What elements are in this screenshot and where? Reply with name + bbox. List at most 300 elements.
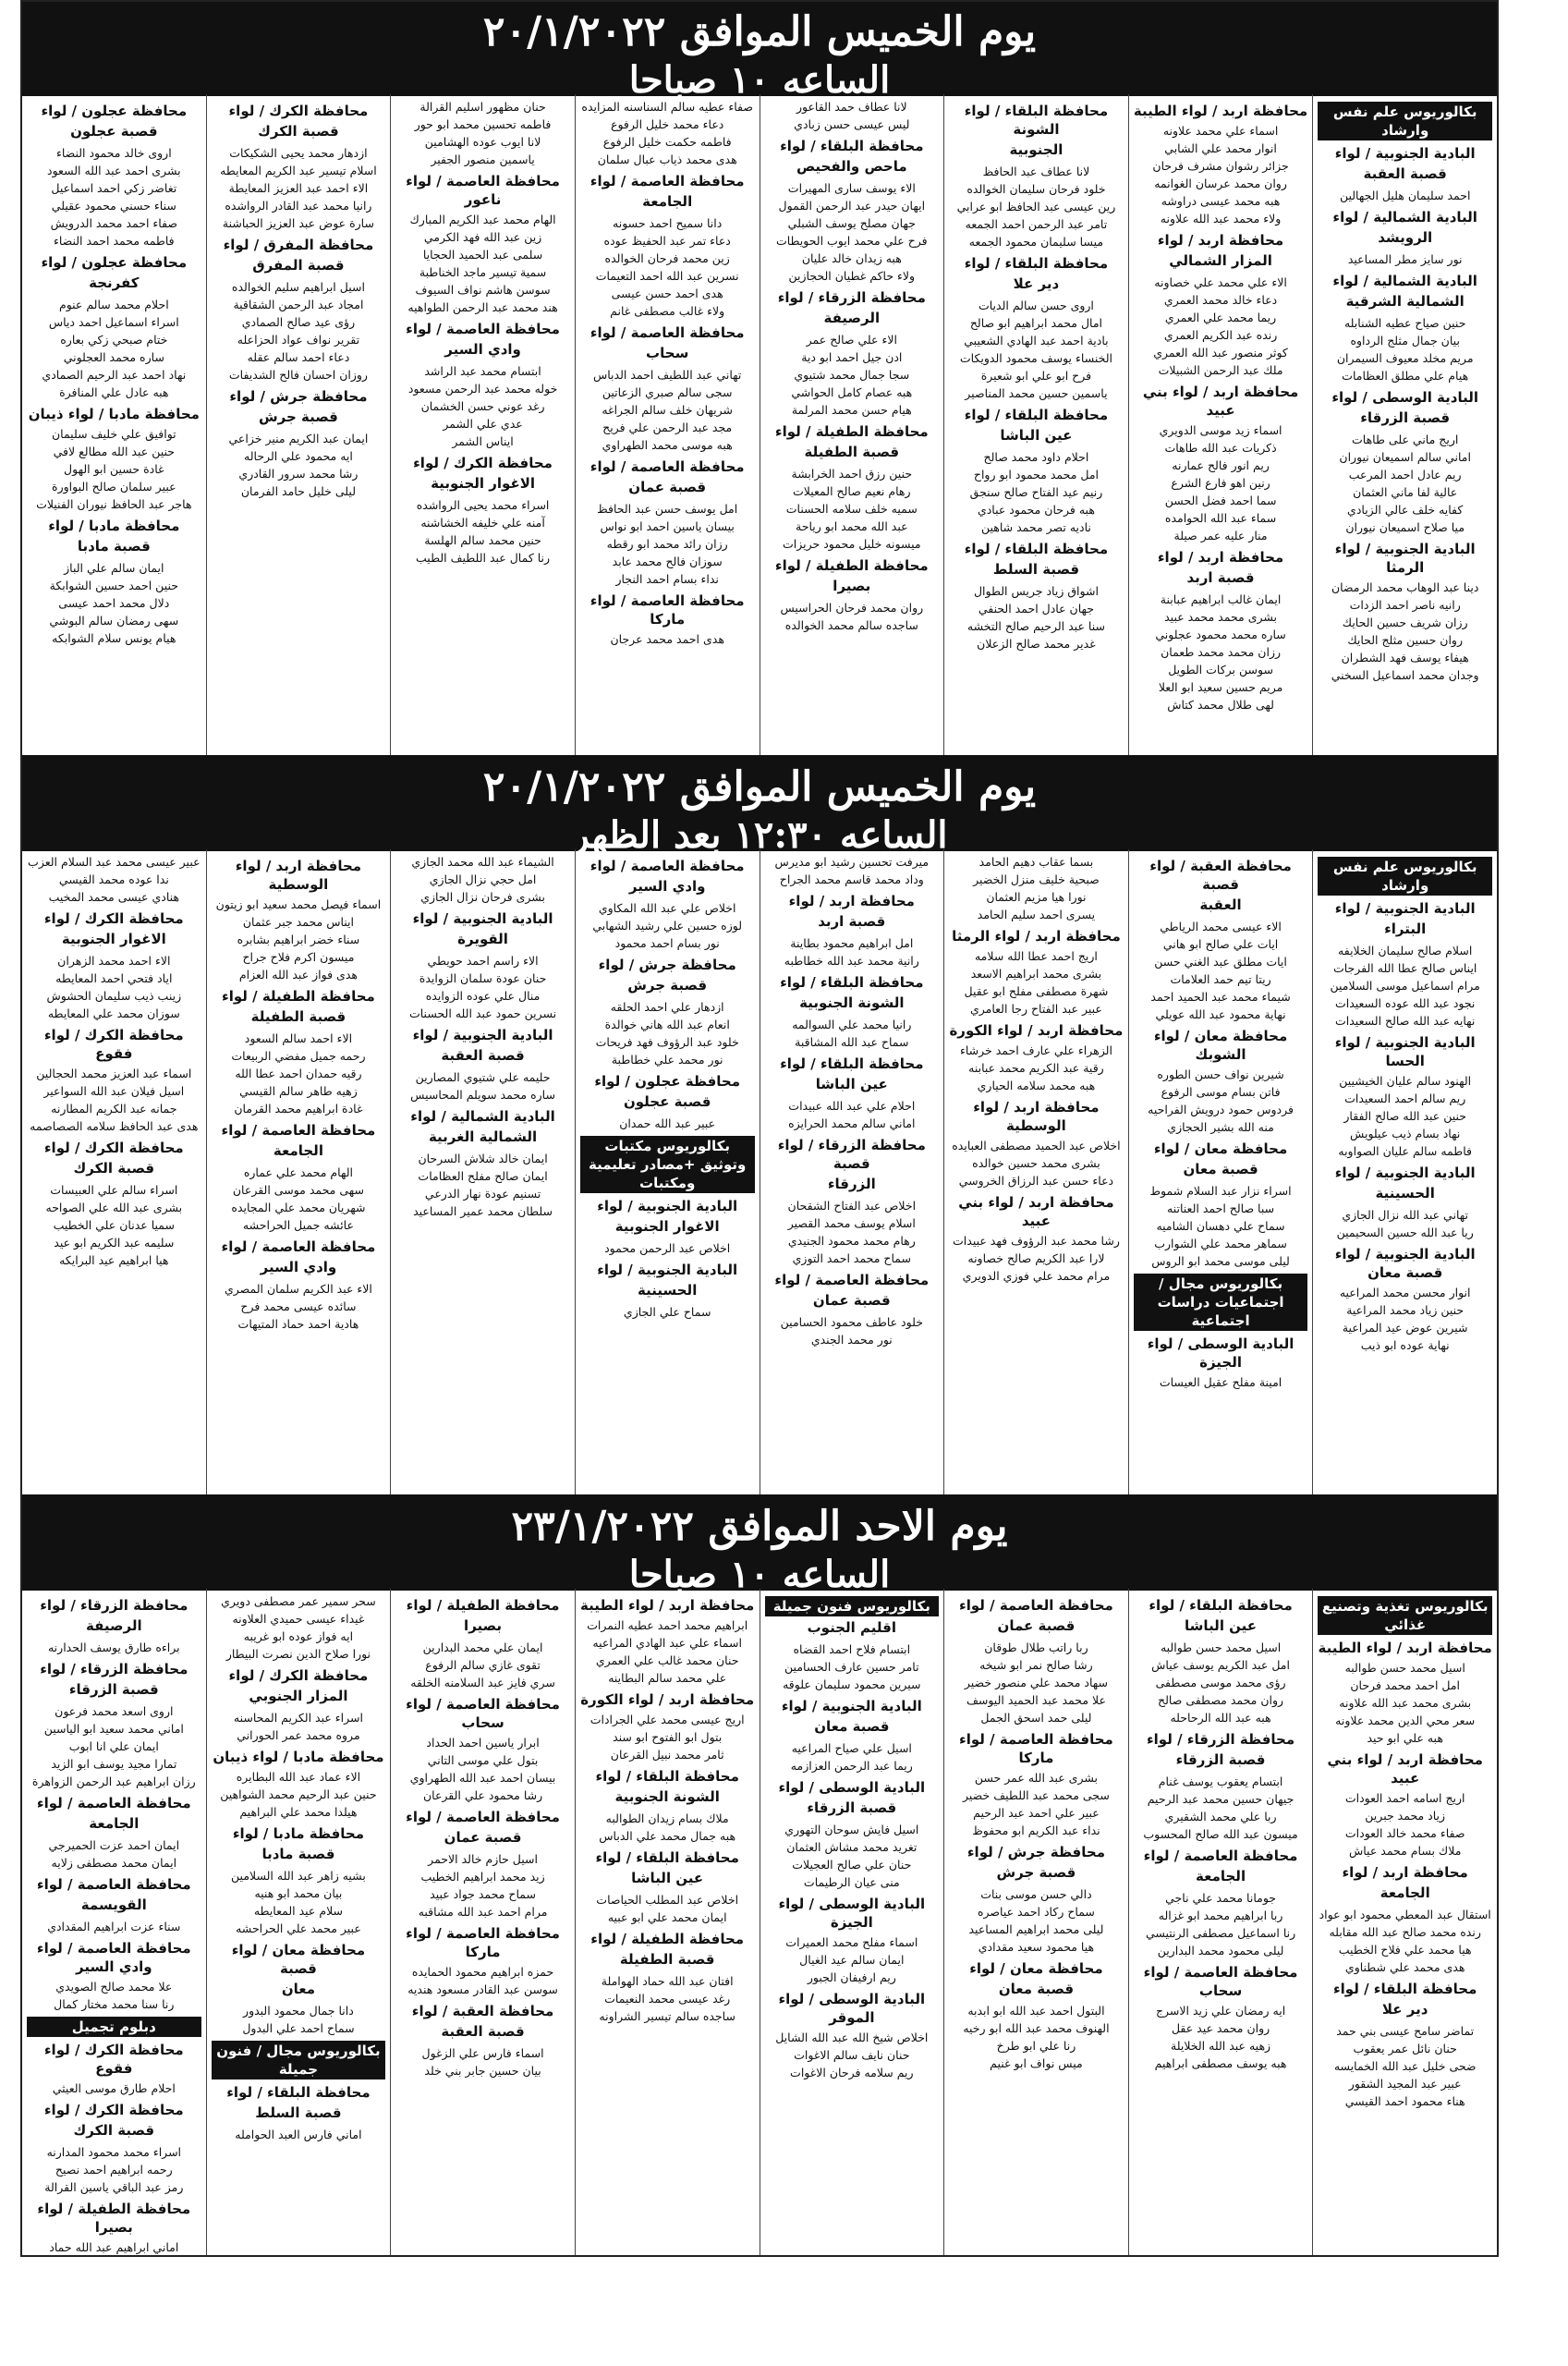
candidate-name-text: لوزه حسين علي رشيد الشهابي	[592, 919, 743, 933]
candidate-name	[212, 1065, 386, 1082]
candidate-name-text: سيرين محمود سليمان علوقه	[783, 1677, 921, 1691]
schedule-column	[575, 1589, 760, 2255]
district-heading: محافظة العاصمة / لواء	[590, 324, 745, 341]
candidate-name-text: هاجر عبد الحافظ نيوران الفنيلات	[36, 497, 192, 511]
district-subheading: القويرة	[457, 931, 508, 947]
candidate-name-text: سهى محمد موسى القرعان	[232, 1183, 364, 1197]
candidate-name	[1318, 448, 1492, 466]
candidate-name-text: دعاء خالد محمد العمري	[1163, 293, 1278, 307]
candidate-name-text: ايات علي صالح ابو هاني	[1162, 937, 1279, 951]
candidate-name	[212, 1884, 386, 1902]
candidate-name	[580, 1669, 755, 1687]
candidate-name	[212, 2126, 386, 2143]
candidate-name	[1134, 344, 1308, 361]
candidate-name-text: هدى فواز عبد الله العزام	[238, 968, 358, 982]
candidate-name	[1318, 431, 1492, 448]
candidate-name	[395, 1674, 570, 1691]
district-heading: محافظة البلقاء / لواء الشونة	[964, 103, 1109, 138]
schedule-column	[1312, 849, 1497, 1494]
candidate-name	[1318, 1012, 1492, 1030]
candidate-name-text: ولاء غالب مصطفى غانم	[610, 304, 725, 318]
candidate-name-text: الاء احمد محمد الزهران	[57, 954, 171, 968]
candidate-name-text: نهاية محمود عبد الله عويلي	[1155, 1007, 1286, 1021]
candidate-name	[27, 1854, 201, 1872]
candidate-name	[1134, 1773, 1308, 1790]
candidate-name	[1134, 1006, 1308, 1023]
candidate-name	[395, 1068, 570, 1086]
program-heading: بكالوريوس علم نفس وارشاد	[1318, 857, 1492, 896]
candidate-name	[580, 302, 755, 320]
candidate-name-text: ليلى محمود محمد البدارين	[1157, 1944, 1284, 1957]
candidate-name-text: حنان نائل عمر يعقوب	[1353, 2042, 1457, 2055]
candidate-name-text: تهاني عبد الله نزال الجازي	[1342, 1208, 1469, 1222]
district-heading: محافظة الزرقاء / لواء	[40, 1597, 188, 1614]
district-subheading: قصبة معان	[814, 1718, 890, 1735]
district-subheading: عين الباشا	[1185, 1617, 1258, 1634]
candidate-name-text: فردوس حمود درويش الفراحيه	[1148, 1103, 1294, 1116]
candidate-name	[27, 179, 201, 197]
candidate-name-text: ريتا تيم حمد العلامات	[1170, 972, 1271, 986]
candidate-name	[1134, 1083, 1308, 1101]
candidate-name	[395, 2044, 570, 2062]
candidate-name	[580, 899, 755, 917]
district-heading: البادية الشمالية / لواء	[410, 1108, 555, 1125]
candidate-name-text: رحمه جميل مفضي الربيعات	[231, 1049, 366, 1063]
district-subheading: قصبة المفرق	[252, 257, 345, 274]
candidate-name-text: رهام محمد محمود الجنيدي	[787, 1234, 916, 1248]
district-heading: محافظة اربد / لواء	[788, 893, 915, 909]
candidate-name-text: الهنود سالم عليان الخيشيين	[1339, 1074, 1472, 1088]
district-heading: البادية الوسطى / لواء	[1331, 389, 1479, 406]
candidate-name	[949, 1077, 1124, 1094]
candidate-name-text: اماني فارس العبد الحوامله	[235, 2128, 362, 2141]
candidate-name-text: ساره محمد سويلم المحاسيس	[410, 1088, 555, 1102]
district-subheading: عين الباشا	[1000, 427, 1073, 444]
candidate-name	[212, 1100, 386, 1117]
candidate-name	[27, 1918, 201, 1935]
candidate-name-text: رانيا محمد عبد القادر الرواشده	[225, 199, 372, 213]
candidate-name-text: ربا ابراهيم محمد ابو غزاله	[1158, 1909, 1283, 1922]
schedule-column	[390, 94, 575, 755]
candidate-name-text: نجود عبد الله عوده السعيدات	[1334, 996, 1476, 1010]
candidate-name	[1134, 696, 1308, 713]
newspaper-sheet	[20, 0, 1499, 2257]
candidate-name	[1134, 157, 1308, 175]
candidate-name	[949, 448, 1124, 466]
candidate-name	[212, 1315, 386, 1333]
governorate-block	[765, 288, 940, 419]
district-subheading: قصبة الكرك	[73, 2122, 155, 2139]
candidate-name-text: حنين عبد الله صالح الفقار	[1343, 1109, 1467, 1123]
candidate-name-text: ريم انور فالح عمارنه	[1172, 458, 1270, 472]
candidate-name-text: غادة ابراهيم محمد القرمان	[234, 1102, 363, 1116]
candidate-name	[212, 1199, 386, 1216]
district-heading: محافظة مادبا / لواء ذيبان	[28, 406, 200, 422]
candidate-name	[765, 366, 940, 384]
candidate-name	[580, 1810, 755, 1827]
candidate-name	[395, 362, 570, 380]
candidate-name-text: ثامر محمد نبيل القرعان	[610, 1748, 724, 1762]
candidate-name	[395, 1981, 570, 1998]
candidate-name	[27, 1995, 201, 2013]
candidate-name	[1318, 1842, 1492, 1860]
candidate-name-text: احلام طارق موسى العيثي	[52, 2081, 176, 2095]
candidate-name	[580, 1652, 755, 1669]
governorate-block	[1318, 1980, 1492, 2110]
candidate-name-text: سماح علي دهسان الشاميه	[1156, 1219, 1285, 1233]
governorate-block	[212, 1824, 386, 1937]
candidate-name-text: عبير عيسى محمد عبد السلام العزب	[28, 855, 201, 869]
candidate-name	[212, 331, 386, 348]
candidate-name-text: ايات مطلق عبد الغني حسن	[1154, 955, 1287, 969]
candidate-name	[212, 2002, 386, 2019]
candidate-name-text: صفاء احمد محمد الدرويش	[50, 216, 178, 230]
candidate-name-text: مرام اسماعيل موسى السلامين	[1330, 979, 1480, 993]
candidate-name-text: ادن جيل احمد ابو دية	[801, 350, 903, 364]
candidate-name	[212, 465, 386, 482]
candidate-name-text: تامر حسين عارف الحسامين	[784, 1660, 919, 1674]
candidate-name-text: هيام حسن محمد المرلمة	[791, 403, 912, 417]
candidate-name-text: حنين محمد سالم الهلسة	[424, 533, 541, 547]
candidate-name	[1318, 483, 1492, 501]
candidate-name	[765, 331, 940, 348]
district-heading: محافظة العاصمة / لواء	[590, 858, 745, 874]
candidate-name	[580, 436, 755, 454]
district-subheading: قصبة الطفيلة	[619, 1951, 715, 1968]
candidate-name	[395, 514, 570, 531]
candidate-name	[1318, 614, 1492, 631]
candidate-name	[212, 1298, 386, 1315]
candidate-name	[765, 250, 940, 267]
candidate-name-text: اسراء عبد الكريم المحاسنه	[233, 1711, 363, 1725]
candidate-name-text: سماح علي الجازي	[623, 1305, 711, 1319]
candidate-name-text: تغريد محمد مشاش العثمان	[786, 1840, 918, 1854]
candidate-name-text: هبه جمال محمد علي الدباس	[599, 1829, 736, 1843]
candidate-name-text: ريم سالم احمد السعيدات	[1344, 1092, 1466, 1105]
candidate-name-text: حنان عودة سلمان الزوايدة	[419, 971, 547, 985]
candidate-name-text: امال محمد ابراهيم ابو صالح	[969, 316, 1103, 330]
candidate-name-text: زيد محمد ابراهيم الخطيب	[420, 1870, 545, 1884]
candidate-name	[27, 952, 201, 970]
candidate-name	[949, 349, 1124, 367]
candidate-name	[27, 1720, 201, 1738]
governorate-block	[949, 540, 1124, 652]
candidate-name	[1318, 1941, 1492, 1958]
candidate-name	[580, 1239, 755, 1257]
district-heading: محافظة الكرك / لواء	[43, 910, 184, 927]
district-subheading: الاغوار الجنوبية	[431, 475, 536, 492]
candidate-name	[395, 133, 570, 151]
candidate-name-text: ايمان محمد علي ابو عبيه	[607, 1910, 727, 1924]
candidate-name	[212, 1030, 386, 1047]
candidate-name-text: غدير محمد صالح الزعلان	[977, 637, 1096, 651]
candidate-name	[1318, 2092, 1492, 2110]
governorate-block	[765, 1778, 940, 1891]
governorate-block	[765, 422, 940, 553]
candidate-name-text: اسماء علي محمد علاونه	[1162, 124, 1279, 138]
candidate-name	[1134, 2037, 1308, 2055]
candidate-name	[27, 331, 201, 348]
candidate-name	[580, 518, 755, 535]
candidate-name-text: شيرين عوض عيد المراعية	[1342, 1321, 1468, 1335]
candidate-name-text: رشا محمود علي القرعان	[422, 1788, 543, 1802]
candidate-name-text: حنين عبد الرحيم محمد الشواهين	[220, 1787, 377, 1801]
district-heading: البادية الشمالية / لواء	[1332, 209, 1477, 226]
candidate-name	[1134, 1235, 1308, 1252]
candidate-name-text: سعر محي الدين محمد علاونه	[1335, 1714, 1476, 1727]
district-heading: محافظة اربد / لواء بني عبيد	[1327, 1751, 1483, 1787]
candidate-name-text: رنا علي ابو طرخ	[996, 2039, 1076, 2053]
candidate-name	[395, 1751, 570, 1769]
district-heading: البادية الجنوبية / لواء	[1334, 145, 1476, 162]
candidate-name-text: دالي حسن موسى بنات	[980, 1887, 1092, 1901]
district-subheading: الشمالية الشرقية	[1345, 293, 1465, 310]
governorate-block	[1318, 899, 1492, 1030]
candidate-name-text: عبير عبد الفتاح رجا العامري	[969, 1002, 1102, 1016]
candidate-name-text: لانا عطاف حمد القاعور	[796, 100, 907, 114]
candidate-name	[580, 2007, 755, 2025]
candidate-name	[1134, 591, 1308, 608]
candidate-name-text: منال علي عوده الزوايده	[425, 989, 541, 1003]
candidate-name	[27, 1005, 201, 1022]
candidate-name	[1134, 326, 1308, 344]
candidate-name-text: اسماء فيصل محمد سعيد ابو زيتون	[215, 897, 382, 911]
governorate-block	[395, 320, 570, 450]
candidate-name	[765, 500, 940, 518]
governorate-block	[1318, 1639, 1492, 1747]
candidate-name	[395, 1086, 570, 1104]
candidate-name-text: رزان محمد محمد طعمان	[1161, 645, 1282, 659]
candidate-name	[580, 384, 755, 401]
candidate-name	[395, 299, 570, 316]
candidate-name	[395, 1903, 570, 1921]
governorate-block	[1134, 1274, 1308, 1331]
candidate-name-text: سليمه عبد الكريم ابو عيد	[54, 1236, 175, 1250]
district-heading: محافظة البلقاء / لواء	[595, 1768, 739, 1785]
candidate-name-text: عبير سلمان صالح البواورة	[52, 480, 176, 494]
candidate-name-text: ايمان علي انا ابوب	[68, 1739, 159, 1753]
governorate-block	[27, 517, 201, 647]
candidate-name-text: رهام نعيم صالح المعيلات	[793, 484, 911, 498]
district-heading: محافظة اربد / لواء	[1342, 1864, 1468, 1881]
candidate-name-text: ليلى خليل حامد الفرمان	[240, 484, 356, 498]
candidate-name	[1318, 2022, 1492, 2040]
candidate-name	[765, 1873, 940, 1891]
candidate-name	[212, 482, 386, 500]
candidate-name	[949, 2002, 1124, 2019]
district-subheading: قصبة مادبا	[261, 1846, 335, 1862]
district-heading: البادية الجنوبية / لواء	[1334, 900, 1476, 917]
candidate-name	[580, 419, 755, 436]
governorate-block	[27, 1139, 201, 1269]
candidate-name	[949, 1639, 1124, 1656]
candidate-name-text: فرح علي محمد ايوب الحويطات	[775, 234, 928, 248]
candidate-name-text: رحمه ابراهيم احمد نصيح	[55, 2163, 173, 2177]
candidate-name-text: ختام صبحي زكي بعاره	[60, 333, 168, 347]
candidate-name-text: ايمان غالب ابراهيم عبابنة	[1160, 592, 1282, 606]
candidate-name-text: زهيه طاهر سالم القيسي	[239, 1084, 358, 1098]
candidate-name-text: زهيه عبد الله الخلايلة	[1171, 2039, 1271, 2053]
candidate-name	[212, 162, 386, 179]
district-subheading: قصبة عمان	[812, 1292, 891, 1309]
candidate-name-text: توافيق علي خليف سليمان	[51, 427, 176, 441]
candidate-name-text: جزائر رشوان مشرف فرحان	[1152, 159, 1289, 173]
candidate-name	[1134, 492, 1308, 509]
candidate-name-text: البتول احمد عبد الله ابو ابدبه	[967, 2004, 1105, 2018]
candidate-name-text: احمد سليمان هليل الجهالين	[1339, 189, 1471, 202]
governorate-block	[1318, 272, 1492, 384]
candidate-name	[395, 397, 570, 415]
candidate-name-text: اسيل حازم خالد الاحمر	[428, 1852, 538, 1866]
district-heading: محافظة معان / لواء الشوبك	[1153, 1028, 1288, 1063]
candidate-name-text: سلمى عبد الحميد الحجايا	[422, 248, 543, 262]
candidate-name	[1134, 527, 1308, 544]
candidate-name-text: تماضر سامح عيسى بني حمد	[1336, 2024, 1475, 2038]
candidate-name-text: سماهر محمد علي الشوارب	[1154, 1237, 1287, 1250]
candidate-name-text: اريج اسامه احمد العودات	[1344, 1791, 1465, 1805]
schedule-column	[22, 1589, 206, 2255]
governorate-block	[1134, 1335, 1308, 1391]
section-banner	[22, 2, 1497, 102]
candidate-name-text: ايه محمود علي الرحاله	[244, 449, 353, 463]
candidate-name	[395, 952, 570, 970]
governorate-block	[212, 2041, 386, 2079]
candidate-name-text: روان محمد فرحان الحراسيس	[780, 601, 924, 615]
governorate-block	[949, 1959, 1124, 2072]
candidate-name	[1318, 942, 1492, 959]
district-heading: محافظة الطفيلة / لواء	[406, 1597, 560, 1614]
candidate-name	[27, 1065, 201, 1082]
candidate-name-text: اسماء فارس علي الزغول	[421, 2046, 544, 2060]
governorate-block	[765, 973, 940, 1051]
candidate-name-text: سوسن بركات الطويل	[1168, 663, 1273, 677]
district-subheading: معان	[281, 1981, 316, 1997]
candidate-name	[765, 1757, 940, 1774]
governorate-block	[27, 853, 201, 906]
candidate-name	[765, 1197, 940, 1214]
candidate-name-text: علي محمد سالم البطاينه	[608, 1671, 727, 1685]
district-heading: محافظة العقبة / لواء	[411, 2003, 554, 2019]
candidate-name	[580, 151, 755, 168]
candidate-name-text: دعاء محمد خليل الرفوع	[611, 117, 724, 131]
district-heading: محافظة الكرك / لواء	[43, 1140, 184, 1156]
candidate-name	[1134, 421, 1308, 439]
candidate-name-text: نداء بسام احمد النجار	[615, 572, 719, 586]
candidate-name	[1134, 626, 1308, 643]
candidate-name	[395, 853, 570, 871]
candidate-name	[580, 116, 755, 133]
candidate-name	[1134, 309, 1308, 326]
candidate-name-text: سجى محمد عبد اللطيف خضير	[963, 1788, 1110, 1802]
candidate-name	[395, 151, 570, 168]
candidate-name-text: فاطمه حكمت خليل الرفوع	[602, 135, 732, 149]
candidate-name-text: بشرى عبد الله عمر حسن	[974, 1771, 1098, 1785]
candidate-name-text: ياسمين منصور الجفير	[431, 152, 535, 166]
district-heading: محافظة البلقاء / لواء	[226, 2084, 371, 2101]
candidate-name	[27, 987, 201, 1005]
candidate-name	[27, 1199, 201, 1216]
candidate-name-text: زين محمد فرحان الخوالده	[604, 251, 730, 265]
candidate-name	[949, 384, 1124, 402]
candidate-name	[1134, 1101, 1308, 1118]
candidate-name-text: الاء عيسى محمد الرياطي	[1160, 920, 1282, 933]
candidate-name-text: اسماء عبد العزيز محمد الحجالين	[36, 1067, 192, 1080]
candidate-name-text: بيسان ياسين احمد ابو نواس	[600, 519, 735, 533]
district-subheading: سحاب	[646, 345, 689, 361]
candidate-name	[1318, 1694, 1492, 1712]
district-subheading: قصبة معان	[1183, 1161, 1258, 1177]
governorate-block	[765, 1697, 940, 1774]
candidate-name	[580, 998, 755, 1016]
candidate-name-text: مريم مخلد معيوف السيمران	[1336, 351, 1474, 365]
candidate-name	[1318, 977, 1492, 994]
district-subheading: الاغوار الجنوبية	[61, 931, 166, 947]
district-heading: محافظة البلقاء / لواء	[595, 1849, 739, 1866]
candidate-name	[1134, 291, 1308, 309]
candidate-name-text: سماح ركاد احمد عياصره	[977, 1905, 1095, 1919]
candidate-name	[1134, 1639, 1308, 1656]
candidate-name-text: اماني سالم محمد الحرايزه	[788, 1116, 916, 1130]
candidate-name	[765, 535, 940, 553]
candidate-name-text: الاء راسم احمد حويطي	[427, 954, 539, 968]
candidate-name	[765, 482, 940, 500]
candidate-name-text: سوزان محمد علي المعايطه	[47, 1006, 180, 1020]
governorate-block	[580, 1690, 755, 1763]
candidate-name-text: زياد محمد جبرين	[1365, 1809, 1446, 1823]
candidate-name-text: رين عيسى عبد الحافظ ابو عرابي	[956, 200, 1116, 213]
district-heading: محافظة الطفيلة / لواء	[590, 1931, 745, 1947]
candidate-name	[1318, 1284, 1492, 1301]
candidate-name	[765, 1115, 940, 1132]
governorate-block	[949, 102, 1124, 250]
candidate-name	[212, 1181, 386, 1199]
district-subheading: قصبة اربد	[818, 913, 886, 930]
candidate-name-text: فاطمه سالم عليان الصواوبه	[1338, 1144, 1472, 1158]
candidate-name	[27, 478, 201, 495]
candidate-name-text: هبه زيدان خالد عليان	[801, 251, 902, 265]
candidate-name-text: احلام محمد سالم عنوم	[58, 298, 169, 311]
candidate-name	[395, 263, 570, 281]
candidate-name	[765, 1838, 940, 1856]
candidate-name-text: نور محمد علي خطاطبة	[611, 1053, 723, 1067]
candidate-name-text: سبا صالح احمد العناتنه	[1167, 1201, 1275, 1215]
candidate-name-text: شيرين نواف حسن الطوره	[1157, 1067, 1284, 1081]
candidate-name	[765, 871, 940, 888]
candidate-name-text: ربا راتب طلال طوقان	[984, 1640, 1088, 1654]
candidate-name-text: حنين زياد محمد المراعية	[1346, 1303, 1465, 1317]
candidate-name-text: اسماء علي عبد الهادي المراعيه	[592, 1636, 742, 1650]
candidate-name	[949, 1137, 1124, 1154]
candidate-name-text: هدى احمد حسن عيسى	[611, 287, 723, 300]
candidate-name	[765, 1313, 940, 1331]
district-subheading: الرصيفة	[86, 1617, 142, 1634]
candidate-name-text: هدى محمد ذياب عبال سلمان	[597, 152, 737, 166]
candidate-name	[580, 401, 755, 419]
candidate-name	[765, 267, 940, 285]
district-heading: محافظة العاصمة / لواء	[36, 1876, 191, 1893]
governorate-block	[1134, 1730, 1308, 1843]
governorate-block	[27, 405, 201, 513]
candidate-name	[949, 2055, 1124, 2072]
candidate-name-text: رغد عوني حسن الخشمان	[420, 399, 545, 413]
governorate-block	[580, 1767, 755, 1845]
candidate-name	[1318, 466, 1492, 483]
candidate-name-text: صفاء عطيه سالم السناسنه المزايده	[581, 100, 753, 114]
candidate-name	[212, 966, 386, 983]
candidate-name	[1318, 666, 1492, 684]
candidate-name-text: سارة عوض عبد العزيز الحباشنة	[222, 216, 374, 230]
candidate-name-text: اماني ابراهيم عبد الله حماد	[49, 2240, 179, 2254]
